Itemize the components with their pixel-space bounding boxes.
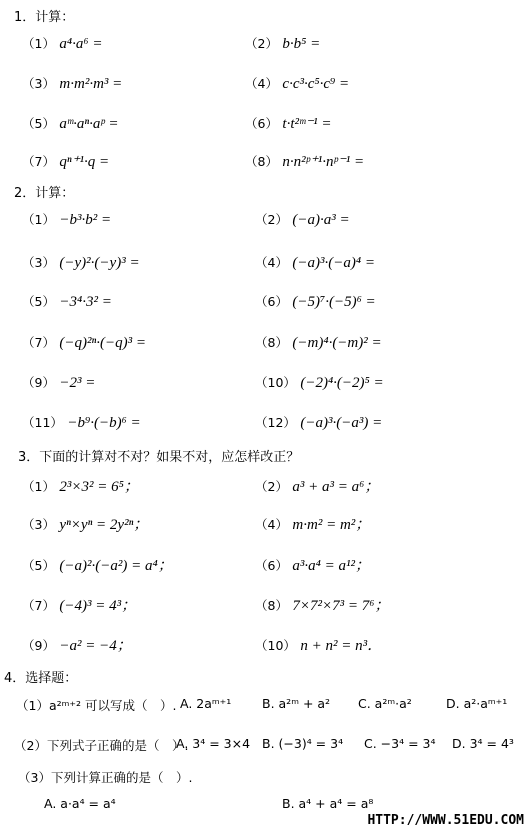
problem-3-7: （7） (−4)³ = 4³； [22, 598, 137, 614]
problem-3-2: （2） a³ + a³ = a⁶； [255, 479, 380, 495]
problem-2-10: （10） (−2)⁴·(−2)⁵ = [255, 375, 384, 391]
problem-3-1: （1） 2³×3² = 6⁵； [22, 479, 139, 495]
choice-2-option-a: A. 3⁴ = 3×4 [176, 736, 251, 751]
problem-1-4: （4） c·c³·c⁵·c⁹ = [245, 76, 350, 92]
problem-2-1: （1） −b³·b² = [22, 212, 112, 228]
choice-3-option-b: B. a⁴ + a⁴ = a⁸ [282, 796, 374, 811]
choice-1-option-c: C. a²ᵐ·a² [358, 696, 412, 711]
problem-3-4: （4） m·m² = m²； [255, 517, 371, 533]
section-1-title: 1．计算： [14, 10, 75, 25]
section-2-title: 2．计算： [14, 186, 75, 201]
problem-2-4: （4） (−a)³·(−a)⁴ = [255, 255, 375, 271]
problem-2-11: （11） −b⁹·(−b)⁶ = [22, 415, 141, 431]
problem-1-7: （7） qⁿ⁺¹·q = [22, 154, 110, 170]
choice-1-option-a: A. 2aᵐ⁺¹ [180, 696, 232, 711]
section-3-title: 3．下面的计算对不对？如果不对，应怎样改正？ [18, 450, 300, 465]
problem-3-10: （10） n + n² = n³． [255, 638, 383, 654]
problem-3-8: （8） 7×7²×7³ = 7⁶； [255, 598, 390, 614]
problem-2-2: （2） (−a)·a³ = [255, 212, 350, 228]
problem-3-3: （3） yⁿ×yⁿ = 2y²ⁿ； [22, 517, 149, 533]
problem-3-6: （6） a³·a⁴ = a¹²； [255, 558, 370, 574]
choice-2-stem: （2）下列式子正确的是（ ）. [14, 738, 189, 753]
problem-2-9: （9） −2³ = [22, 375, 96, 391]
problem-2-12: （12） (−a)³·(−a³) = [255, 415, 383, 431]
choice-1-option-d: D. a²·aᵐ⁺¹ [446, 696, 508, 711]
section-4-title: 4．选择题： [4, 671, 78, 686]
website-watermark: HTTP://WWW.51EDU.COM [367, 813, 524, 828]
problem-1-8: （8） n·n²ᵖ⁺¹·nᵖ⁻¹ = [245, 154, 365, 170]
choice-1-stem: （1）a²ᵐ⁺² 可以写成（ ）. [16, 698, 177, 713]
problem-1-1: （1） a⁴·a⁶ = [22, 36, 103, 52]
choice-3-stem: （3）下列计算正确的是（ ）. [18, 770, 193, 785]
problem-2-8: （8） (−m)⁴·(−m)² = [255, 335, 382, 351]
problem-1-6: （6） t·t²ᵐ⁻¹ = [245, 116, 332, 132]
choice-2-option-c: C. −3⁴ = 3⁴ [364, 736, 436, 751]
choice-3-option-a: A. a·a⁴ = a⁴ [44, 796, 116, 811]
problem-3-5: （5） (−a)²·(−a²) = a⁴； [22, 558, 173, 574]
problem-1-2: （2） b·b⁵ = [245, 36, 321, 52]
problem-3-9: （9） −a² = −4； [22, 638, 132, 654]
choice-2-option-d: D. 3⁴ = 4³ [452, 736, 514, 751]
problem-2-5: （5） −3⁴·3² = [22, 294, 112, 310]
problem-2-6: （6） (−5)⁷·(−5)⁶ = [255, 294, 376, 310]
problem-1-5: （5） aᵐ·aⁿ·aᵖ = [22, 116, 119, 132]
problem-1-3: （3） m·m²·m³ = [22, 76, 123, 92]
problem-2-7: （7） (−q)²ⁿ·(−q)³ = [22, 335, 146, 351]
choice-2-option-b: B. (−3)⁴ = 3⁴ [262, 736, 344, 751]
choice-1-option-b: B. a²ᵐ + a² [262, 696, 331, 711]
problem-2-3: （3） (−y)²·(−y)³ = [22, 255, 140, 271]
